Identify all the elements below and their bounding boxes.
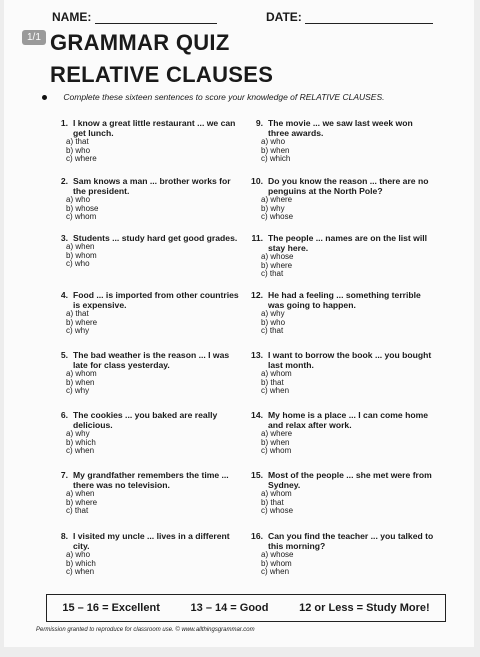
answer-option[interactable]: a) when [66, 489, 95, 498]
answer-option[interactable]: c) when [66, 567, 95, 577]
answer-option[interactable]: b) whose [66, 203, 99, 213]
answer-option[interactable]: a) that [66, 309, 89, 318]
answer-options [50, 430, 240, 456]
answer-option[interactable]: b) where [66, 317, 98, 327]
date-label: DATE: [266, 10, 302, 24]
instruction-text: Complete these sixteen sentences to score your knowledge of RELATIVE CLAUSES. [63, 92, 385, 102]
question-number: 16. [251, 531, 263, 541]
question-stem [50, 350, 240, 370]
answer-options [245, 310, 435, 336]
question-stem [50, 410, 240, 430]
question-stem [245, 290, 435, 310]
score-good: 13 – 14 = Good [190, 602, 269, 614]
question-item [50, 290, 240, 336]
answer-option[interactable]: c) whose [261, 506, 294, 516]
question-stem [50, 531, 240, 551]
question-item [50, 233, 240, 269]
answer-option[interactable]: c) who [66, 259, 90, 269]
name-field [52, 10, 217, 24]
question-text: The cookies ... you baked are really delicious. [73, 410, 218, 430]
question-text: Most of the people ... she met were from Sydney. [268, 470, 432, 490]
copyright-footer: Permission granted to reproduce for classroom use. © www.allthingsgrammar.com [36, 627, 255, 633]
answer-option[interactable]: a) who [66, 195, 91, 204]
question-item [50, 470, 240, 516]
question-stem [245, 176, 435, 196]
answer-option[interactable]: a) who [261, 137, 286, 146]
question-item [50, 531, 240, 577]
answer-option[interactable]: c) whom [261, 446, 292, 456]
question-stem [50, 176, 240, 196]
quiz-title: GRAMMAR QUIZ [50, 30, 230, 55]
question-text: Sam knows a man ... brother works for the president. [73, 176, 231, 196]
question-number: 10. [251, 176, 263, 186]
answer-options [245, 253, 435, 279]
answer-option[interactable]: a) why [66, 429, 90, 438]
answer-option[interactable]: b) that [261, 377, 284, 387]
answer-option[interactable]: b) when [66, 377, 95, 387]
question-number: 9. [255, 118, 263, 128]
question-item [50, 350, 240, 396]
question-text: He had a feeling ... something terrible was going to happen. [268, 290, 421, 310]
answer-option[interactable]: a) why [261, 309, 285, 318]
question-number: 13. [251, 350, 263, 360]
answer-option[interactable]: c) whose [261, 212, 294, 222]
question-item [50, 118, 240, 164]
question-number: 11. [251, 233, 263, 243]
question-stem [245, 233, 435, 253]
answer-options [50, 370, 240, 396]
question-text: I visited my uncle ... lives in a different city. [73, 531, 230, 551]
question-text: Students ... study hard get good grades. [73, 233, 238, 243]
answer-option[interactable]: a) where [261, 429, 293, 438]
answer-option[interactable]: c) when [261, 386, 290, 396]
answer-option[interactable]: a) whom [66, 369, 97, 378]
answer-option[interactable]: c) why [66, 326, 90, 336]
question-item [245, 290, 435, 336]
date-blank-line [305, 12, 433, 24]
question-stem [50, 290, 240, 310]
answer-option[interactable]: b) who [66, 145, 91, 155]
date-field [266, 10, 433, 24]
question-item [245, 233, 435, 279]
answer-options [245, 490, 435, 516]
question-item [245, 118, 435, 164]
answer-options [50, 138, 240, 164]
question-text: The bad weather is the reason ... I was late for class yesterday. [73, 350, 230, 370]
score-key [46, 594, 446, 622]
answer-option[interactable]: a) whom [261, 369, 292, 378]
question-text: The people ... names are on the list will stay here. [268, 233, 428, 253]
answer-option[interactable]: b) which [66, 558, 96, 568]
answer-option[interactable]: c) when [261, 567, 290, 577]
question-text: The movie ... we saw last week won three awards. [268, 118, 413, 138]
answer-option[interactable]: b) whom [66, 250, 97, 260]
answer-option[interactable]: c) that [261, 269, 284, 279]
answer-option[interactable]: b) who [261, 317, 286, 327]
answer-options [50, 490, 240, 516]
question-text: I want to borrow the book ... you bought last month. [268, 350, 432, 370]
question-number: 12. [251, 290, 263, 300]
answer-option[interactable]: b) when [261, 145, 290, 155]
answer-options [50, 196, 240, 222]
question-number: 1. [60, 118, 68, 128]
question-text: Do you know the reason ... there are no penguins at the North Pole? [268, 176, 429, 196]
question-number: 2. [60, 176, 68, 186]
answer-options [50, 551, 240, 577]
answer-option[interactable]: b) where [261, 260, 293, 270]
bullet-icon [42, 95, 47, 100]
answer-options [245, 430, 435, 456]
answer-options [245, 196, 435, 222]
question-stem [245, 350, 435, 370]
answer-option[interactable]: b) which [66, 437, 96, 447]
answer-option[interactable]: b) why [261, 203, 285, 213]
question-stem [50, 470, 240, 490]
answer-option[interactable]: b) that [261, 497, 284, 507]
question-item [50, 410, 240, 456]
answer-option[interactable]: c) which [261, 154, 291, 164]
answer-options [50, 310, 240, 336]
answer-option[interactable]: a) that [66, 137, 89, 146]
question-number: 3. [60, 233, 68, 243]
question-text: Food ... is imported from other countries is expensive. [73, 290, 239, 310]
question-item [245, 176, 435, 222]
question-text: I know a great little restaurant ... we can get lunch. [73, 118, 236, 138]
answer-option[interactable]: c) that [261, 326, 284, 336]
question-number: 6. [60, 410, 68, 420]
answer-option[interactable]: c) why [66, 386, 90, 396]
question-item [245, 350, 435, 396]
answer-option[interactable]: a) whom [261, 489, 292, 498]
score-study-more: 12 or Less = Study More! [299, 602, 430, 614]
worksheet-page [4, 0, 474, 647]
question-stem [245, 118, 435, 138]
answer-option[interactable]: a) whose [261, 550, 294, 559]
name-label: NAME: [52, 10, 92, 24]
answer-option[interactable]: a) where [261, 195, 293, 204]
quiz-subtitle: RELATIVE CLAUSES [50, 62, 274, 87]
score-excellent: 15 – 16 = Excellent [62, 602, 160, 614]
answer-option[interactable]: b) where [66, 497, 98, 507]
question-stem [245, 531, 435, 551]
answer-options [245, 138, 435, 164]
question-item [50, 176, 240, 222]
answer-options [245, 370, 435, 396]
answer-option[interactable]: b) whom [261, 558, 292, 568]
question-number: 8. [60, 531, 68, 541]
question-number: 4. [60, 290, 68, 300]
page-counter-badge: 1/1 [22, 30, 46, 45]
question-stem [245, 410, 435, 430]
answer-option[interactable]: c) when [66, 446, 95, 456]
answer-option[interactable]: c) where [66, 154, 97, 164]
question-text: My grandfather remembers the time ... there was no television. [73, 470, 229, 490]
name-blank-line [95, 12, 217, 24]
instructions [42, 92, 385, 102]
answer-options [50, 243, 240, 269]
question-stem [50, 118, 240, 138]
answer-option[interactable]: c) whom [66, 212, 97, 222]
question-number: 14. [251, 410, 263, 420]
answer-option[interactable]: c) that [66, 506, 89, 516]
answer-option[interactable]: a) who [66, 550, 91, 559]
question-text: My home is a place ... I can come home and relax after work. [268, 410, 428, 430]
question-text: Can you find the teacher ... you talked to this morning? [268, 531, 434, 551]
answer-option[interactable]: b) when [261, 437, 290, 447]
question-item [245, 410, 435, 456]
answer-option[interactable]: a) when [66, 242, 95, 251]
question-number: 7. [60, 470, 68, 480]
question-item [245, 531, 435, 577]
question-stem [245, 470, 435, 490]
answer-options [245, 551, 435, 577]
question-item [245, 470, 435, 516]
answer-option[interactable]: a) whose [261, 252, 294, 261]
question-number: 15. [251, 470, 263, 480]
question-number: 5. [60, 350, 68, 360]
